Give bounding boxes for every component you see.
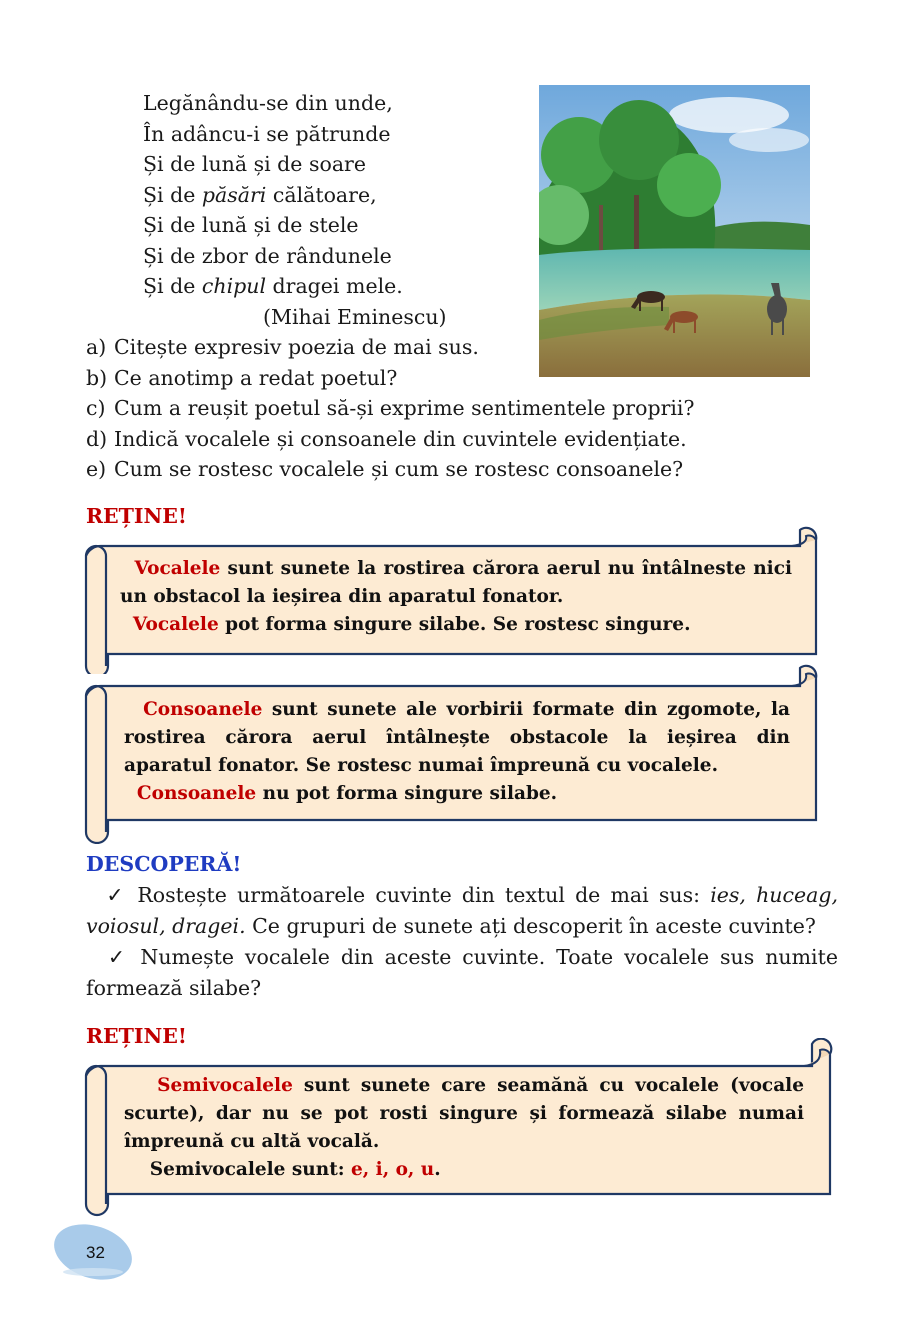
poem-lines xyxy=(143,88,447,302)
discover-item: ✓ Numește vocalele din aceste cuvinte. Toate vocalele sus numite formează silabe? xyxy=(86,945,838,1000)
question-item: a) Citește expresiv poezia de mai sus. xyxy=(86,335,479,359)
consoane-definition: Consoanele sunt sunete ale vorbirii formate din zgomote, la rostirea cărora aerul întâlnește obstacole la ieșirea din aparatul fonator. Se rostesc numai împreună cu vocalele. Consoanele nu pot forma singure silabe. xyxy=(124,699,790,804)
retine-heading-2: REȚINE! xyxy=(86,1024,187,1048)
consoane-scroll-box xyxy=(82,664,822,844)
discover-section xyxy=(86,880,838,1004)
question-item: d) Indică vocalele și consoanele din cuvintele evidențiate. xyxy=(86,426,687,451)
question-item: b) Ce anotimp a redat poetul? xyxy=(86,365,398,390)
discover-item: ✓ Rostește următoarele cuvinte din textul de mai sus: ies, huceag, voiosul, dragei. Ce grupuri de sunete ați descoperit în aceste cuvinte? xyxy=(86,883,838,938)
checkmark-icon: ✓ xyxy=(106,883,128,907)
semivocale-scroll-box xyxy=(82,1038,834,1218)
poem-line: Și de chipul dragei mele. xyxy=(143,274,403,298)
question-item: e) Cum se rostesc vocalele și cum se rostesc consoanele? xyxy=(86,457,684,481)
descopera-heading: DESCOPERĂ! xyxy=(86,852,242,876)
poem xyxy=(143,88,447,332)
poem-line: Legănându-se din unde, xyxy=(143,91,393,115)
poem-line: Și de zbor de rândunele xyxy=(143,243,392,268)
questions-list xyxy=(86,332,694,485)
page-number-badge xyxy=(48,1222,134,1282)
poem-line: Și de lună și de stele xyxy=(143,213,359,237)
semivocale-definition: Semivocalele sunt sunete care seamănă cu vocalele (vocale scurte), dar nu se pot rosti singure și formează silabe numai împreună cu altă vocală. Semivocalele sunt: e, i, o, u. xyxy=(124,1075,804,1180)
vocale-scroll-box xyxy=(82,526,822,674)
poem-line: În adâncu-i se pătrunde xyxy=(143,121,391,146)
question-item: c) Cum a reușit poetul să-și exprime sentimentele proprii? xyxy=(86,396,695,420)
poem-line: Și de lună și de soare xyxy=(143,152,366,176)
page-number: 32 xyxy=(86,1243,105,1262)
vocale-definition: Vocalele sunt sunete la rostirea cărora aerul nu întâlneste nici un obstacol la ieșirea din aparatul fonator. Vocalele pot forma singure silabe. Se rostesc singure. xyxy=(120,558,792,635)
checkmark-icon: ✓ xyxy=(107,945,130,969)
poem-author: (Mihai Eminescu) xyxy=(263,304,447,329)
poem-line: Și de păsări călătoare, xyxy=(143,182,377,207)
retine-heading-1: REȚINE! xyxy=(86,504,187,528)
